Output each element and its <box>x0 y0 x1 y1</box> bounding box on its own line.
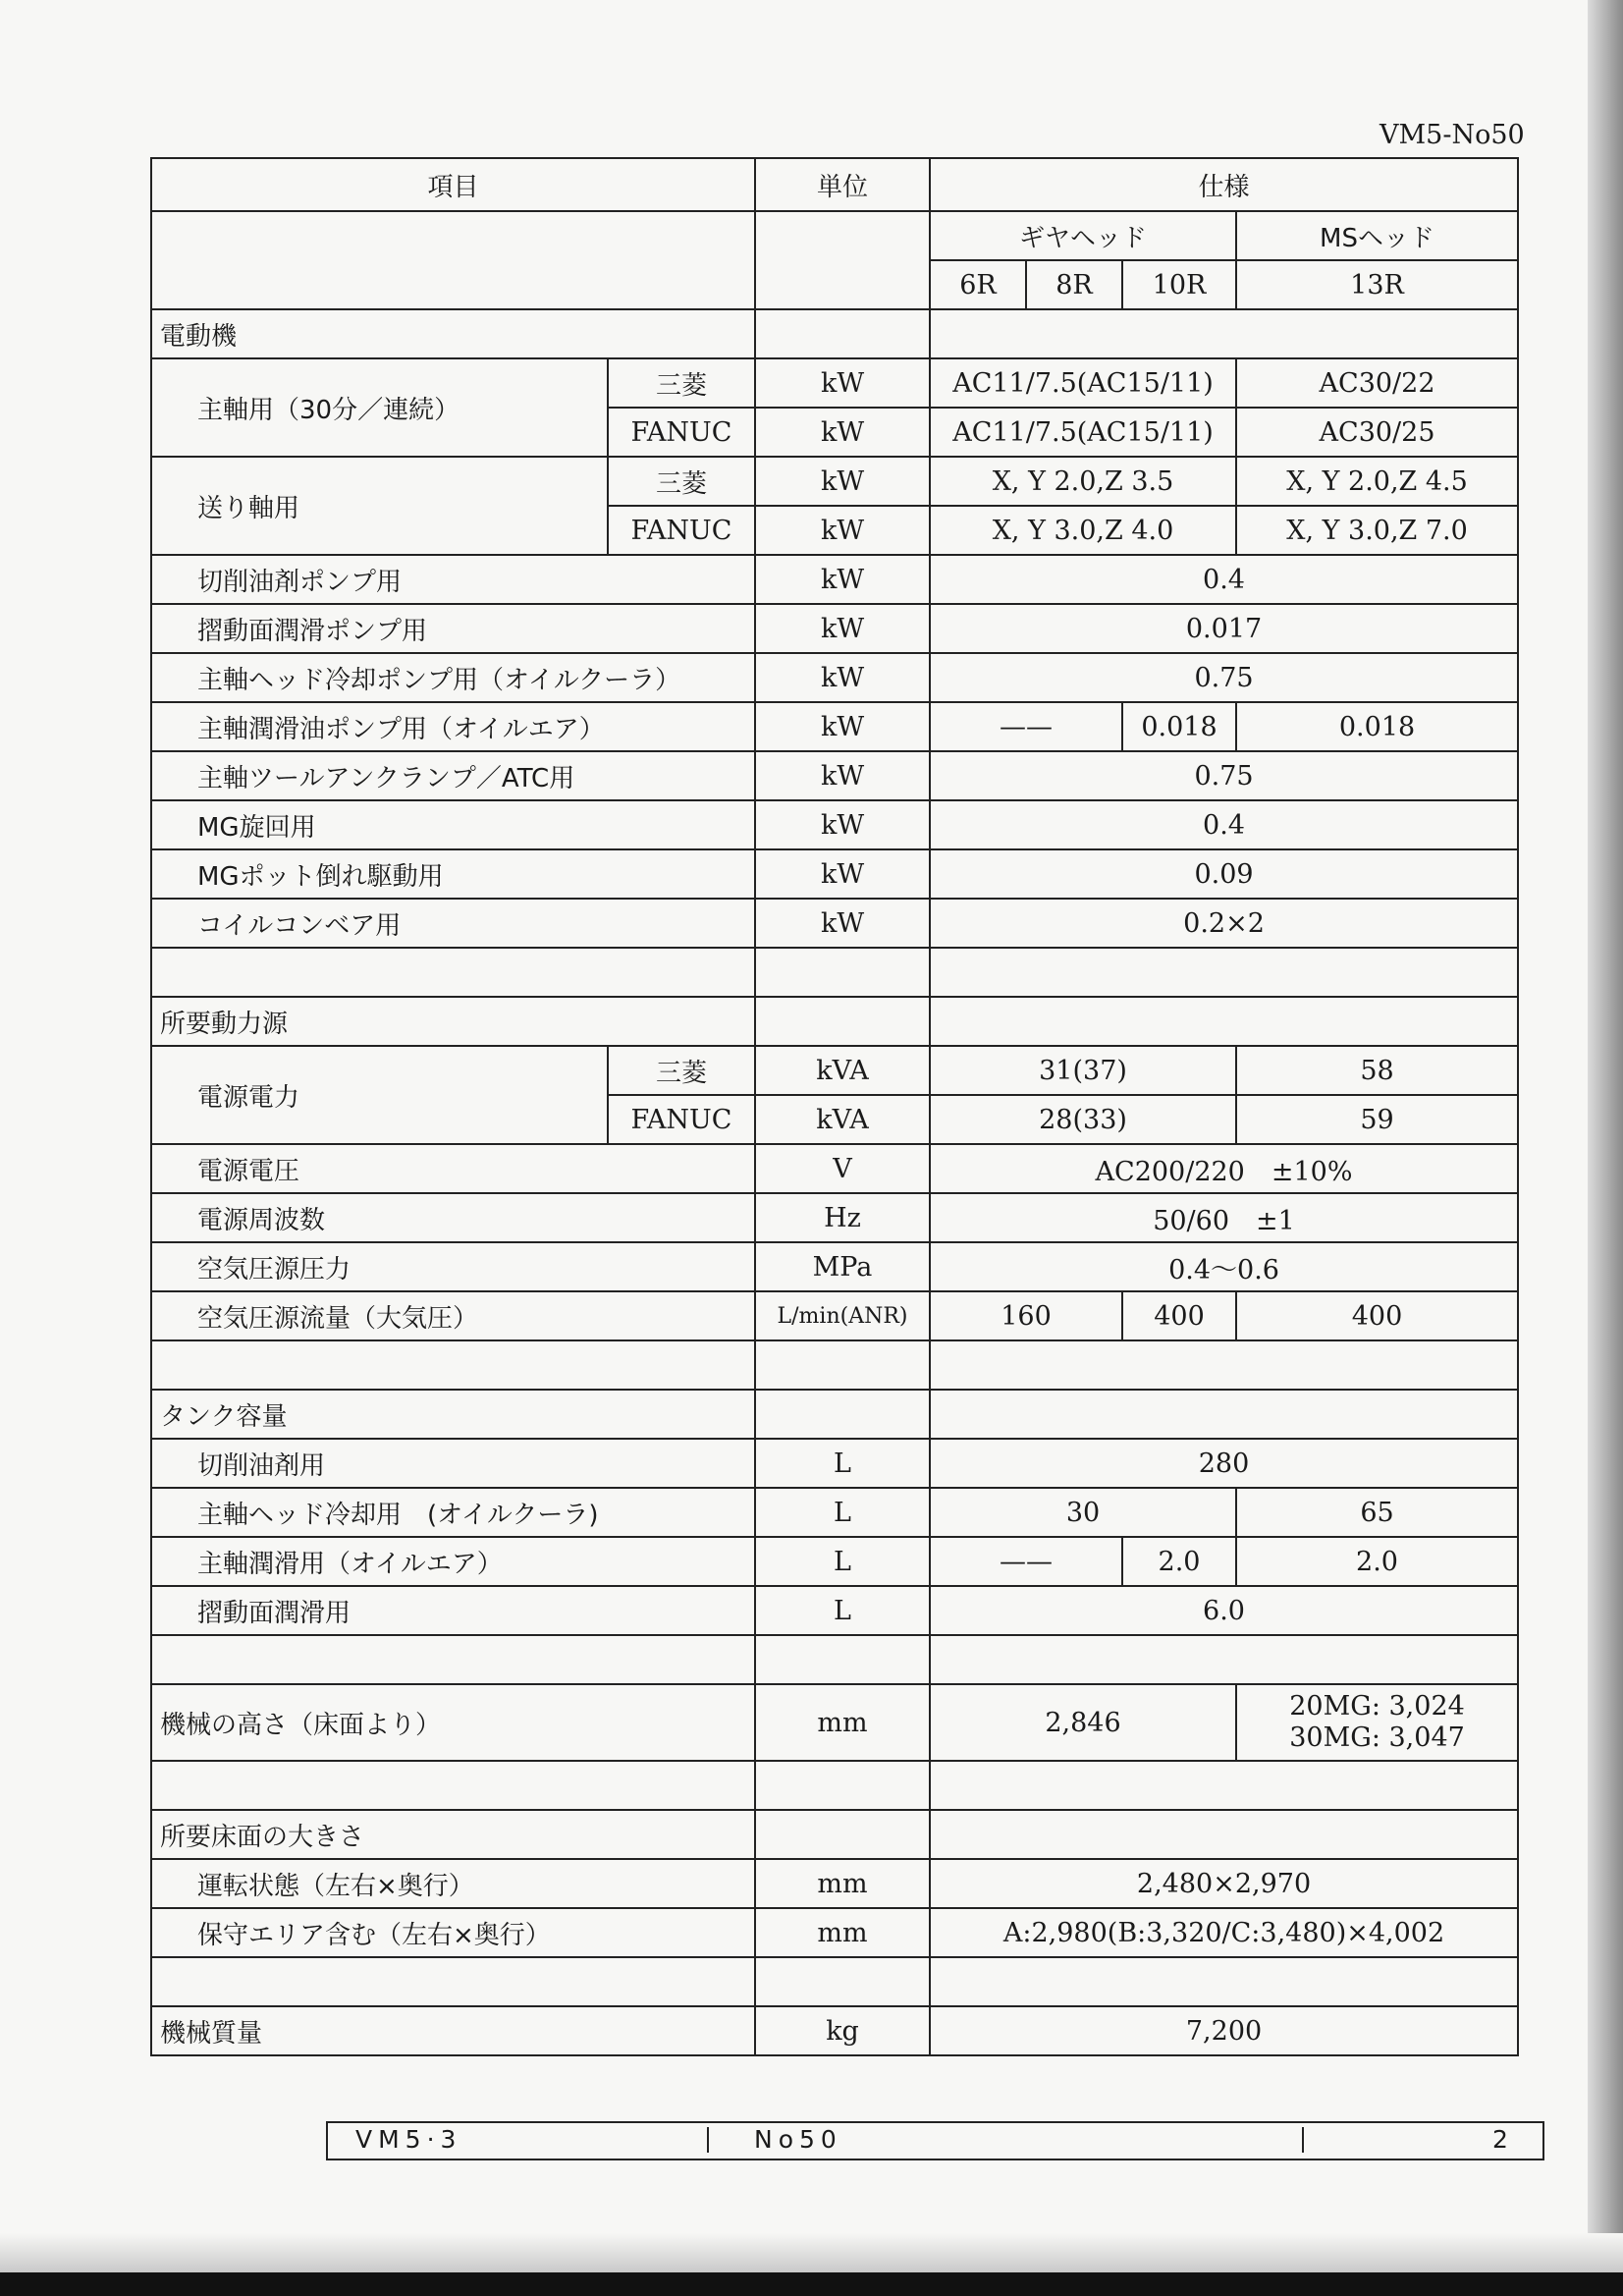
spacer-row <box>151 1635 1518 1684</box>
footer-doc: No50 <box>754 2125 842 2154</box>
value-cell: 50/60 ±1 <box>930 1193 1518 1242</box>
row-label: MGポット倒れ駆動用 <box>151 849 755 899</box>
unit-cell: V <box>755 1144 930 1193</box>
value-cell: 2.0 <box>1236 1537 1518 1586</box>
unit-cell: kW <box>755 899 930 948</box>
header-row <box>151 158 1518 211</box>
table-row <box>151 800 1518 849</box>
value-cell: X, Y 2.0,Z 4.5 <box>1236 457 1518 506</box>
row-label: 主軸潤滑油ポンプ用（オイルエア） <box>151 702 755 751</box>
table-row <box>151 457 1518 506</box>
header-ms-head: MSヘッド <box>1236 211 1518 260</box>
value-cell: 0.4〜0.6 <box>930 1242 1518 1291</box>
unit-cell: L <box>755 1586 930 1635</box>
unit-cell: kW <box>755 849 930 899</box>
value-cell: —— <box>930 1537 1122 1586</box>
value-cell: 6.0 <box>930 1586 1518 1635</box>
header-item: 項目 <box>151 158 755 211</box>
footer-model: VM5·3 <box>355 2125 462 2154</box>
unit-cell: kW <box>755 604 930 653</box>
spacer-row <box>151 1340 1518 1390</box>
value-cell: 0.4 <box>930 800 1518 849</box>
row-label: 摺動面潤滑用 <box>151 1586 755 1635</box>
value-cell: 2,846 <box>930 1684 1236 1761</box>
value-cell: 0.09 <box>930 849 1518 899</box>
table-row <box>151 1684 1518 1761</box>
value-cell: 2,480×2,970 <box>930 1859 1518 1908</box>
value-cell: 59 <box>1236 1095 1518 1144</box>
unit-cell: mm <box>755 1859 930 1908</box>
maker-cell: FANUC <box>608 1095 755 1144</box>
unit-cell: kVA <box>755 1095 930 1144</box>
header-spec: 仕様 <box>930 158 1518 211</box>
row-label: 主軸ツールアンクランプ／ATC用 <box>151 751 755 800</box>
unit-cell: kW <box>755 457 930 506</box>
table-row <box>151 358 1518 408</box>
unit-cell: L <box>755 1488 930 1537</box>
maker-cell: FANUC <box>608 506 755 555</box>
page-footer <box>326 2121 1544 2160</box>
spec-table <box>150 157 1519 2056</box>
section-title: タンク容量 <box>151 1390 755 1439</box>
value-cell: 7,200 <box>930 2006 1518 2055</box>
table-row <box>151 653 1518 702</box>
maker-cell: 三菱 <box>608 457 755 506</box>
height-30mg: 30MG: 3,047 <box>1289 1722 1465 1753</box>
unit-cell: kW <box>755 653 930 702</box>
value-cell: 400 <box>1236 1291 1518 1340</box>
value-cell: AC11/7.5(AC15/11) <box>930 408 1236 457</box>
table-row <box>151 1908 1518 1957</box>
height-20mg: 20MG: 3,024 <box>1289 1691 1465 1722</box>
maker-cell: 三菱 <box>608 358 755 408</box>
value-cell: AC200/220 ±10% <box>930 1144 1518 1193</box>
header-gear-head: ギヤヘッド <box>930 211 1236 260</box>
value-cell: AC30/22 <box>1236 358 1518 408</box>
value-cell: 280 <box>930 1439 1518 1488</box>
section-title: 所要動力源 <box>151 997 755 1046</box>
row-label: 摺動面潤滑ポンプ用 <box>151 604 755 653</box>
section-row <box>151 1810 1518 1859</box>
row-label: 保守エリア含む（左右×奥行） <box>151 1908 755 1957</box>
value-cell: X, Y 3.0,Z 4.0 <box>930 506 1236 555</box>
value-cell: AC30/25 <box>1236 408 1518 457</box>
scan-edge-right <box>1588 0 1623 2296</box>
table-row <box>151 2006 1518 2055</box>
unit-cell: kW <box>755 358 930 408</box>
value-cell: 31(37) <box>930 1046 1236 1095</box>
unit-cell: Hz <box>755 1193 930 1242</box>
table-row <box>151 1291 1518 1340</box>
unit-cell: kW <box>755 702 930 751</box>
header-unit: 単位 <box>755 158 930 211</box>
row-label: 切削油剤ポンプ用 <box>151 555 755 604</box>
scan-shadow-bottom <box>0 2233 1623 2272</box>
row-label: 空気圧源流量（大気圧） <box>151 1291 755 1340</box>
footer-divider <box>1302 2127 1304 2153</box>
value-cell: 30 <box>930 1488 1236 1537</box>
table-row <box>151 751 1518 800</box>
table-row <box>151 1537 1518 1586</box>
value-cell: 65 <box>1236 1488 1518 1537</box>
value-cell: A:2,980(B:3,320/C:3,480)×4,002 <box>930 1908 1518 1957</box>
unit-cell: kW <box>755 408 930 457</box>
value-cell: 58 <box>1236 1046 1518 1095</box>
scan-edge-bottom <box>0 2272 1623 2296</box>
row-label: 機械質量 <box>151 2006 755 2055</box>
footer-page-number: 2 <box>1492 2125 1514 2154</box>
table-row <box>151 1859 1518 1908</box>
row-label: 切削油剤用 <box>151 1439 755 1488</box>
value-cell: 160 <box>930 1291 1122 1340</box>
section-title: 所要床面の大きさ <box>151 1810 755 1859</box>
table-row <box>151 555 1518 604</box>
section-row <box>151 1390 1518 1439</box>
value-cell: 0.75 <box>930 653 1518 702</box>
value-cell: 400 <box>1122 1291 1236 1340</box>
table-row <box>151 1242 1518 1291</box>
unit-cell: L <box>755 1439 930 1488</box>
unit-cell: mm <box>755 1908 930 1957</box>
header-blank <box>151 211 755 309</box>
value-cell: 0.4 <box>930 555 1518 604</box>
header-8r: 8R <box>1026 260 1122 309</box>
table-row <box>151 1586 1518 1635</box>
document-id: VM5-No50 <box>1380 120 1525 150</box>
table-row <box>151 1488 1518 1537</box>
footer-divider <box>707 2127 709 2153</box>
maker-cell: FANUC <box>608 408 755 457</box>
row-label: 主軸ヘッド冷却用 (オイルクーラ) <box>151 1488 755 1537</box>
row-label: コイルコンベア用 <box>151 899 755 948</box>
spacer-row <box>151 1957 1518 2006</box>
header-blank-unit <box>755 211 930 309</box>
header-10r: 10R <box>1122 260 1236 309</box>
header-6r: 6R <box>930 260 1026 309</box>
table-row <box>151 604 1518 653</box>
value-cell: 0.2×2 <box>930 899 1518 948</box>
value-cell: AC11/7.5(AC15/11) <box>930 358 1236 408</box>
value-cell: 0.018 <box>1122 702 1236 751</box>
row-label: 電源電圧 <box>151 1144 755 1193</box>
table-row <box>151 1144 1518 1193</box>
table-row <box>151 1046 1518 1095</box>
table-row <box>151 702 1518 751</box>
table-row <box>151 849 1518 899</box>
row-label: 主軸用（30分／連続） <box>151 358 608 457</box>
row-label: 空気圧源圧力 <box>151 1242 755 1291</box>
row-label: 運転状態（左右×奥行） <box>151 1859 755 1908</box>
row-label: 主軸潤滑用（オイルエア） <box>151 1537 755 1586</box>
header-head-row <box>151 211 1518 260</box>
row-label: 機械の高さ（床面より） <box>151 1684 755 1761</box>
value-cell: 0.75 <box>930 751 1518 800</box>
value-cell: 2.0 <box>1122 1537 1236 1586</box>
table-row <box>151 1439 1518 1488</box>
maker-cell: 三菱 <box>608 1046 755 1095</box>
value-cell: —— <box>930 702 1122 751</box>
value-cell <box>1236 1684 1518 1761</box>
section-title: 電動機 <box>151 309 755 358</box>
table-row <box>151 1193 1518 1242</box>
spacer-row <box>151 948 1518 997</box>
row-label: 電源電力 <box>151 1046 608 1144</box>
value-cell: 0.017 <box>930 604 1518 653</box>
value-cell: 28(33) <box>930 1095 1236 1144</box>
unit-cell: kW <box>755 751 930 800</box>
unit-cell: L <box>755 1537 930 1586</box>
section-row <box>151 997 1518 1046</box>
value-cell: 0.018 <box>1236 702 1518 751</box>
unit-cell: L/min(ANR) <box>755 1291 930 1340</box>
section-row <box>151 309 1518 358</box>
unit-cell: kW <box>755 555 930 604</box>
row-label: 電源周波数 <box>151 1193 755 1242</box>
row-label: MG旋回用 <box>151 800 755 849</box>
row-label: 送り軸用 <box>151 457 608 555</box>
unit-cell: kW <box>755 506 930 555</box>
header-13r: 13R <box>1236 260 1518 309</box>
value-cell: X, Y 2.0,Z 3.5 <box>930 457 1236 506</box>
row-label: 主軸ヘッド冷却ポンプ用（オイルクーラ） <box>151 653 755 702</box>
unit-cell: mm <box>755 1684 930 1761</box>
unit-cell: kW <box>755 800 930 849</box>
unit-cell: MPa <box>755 1242 930 1291</box>
value-cell: X, Y 3.0,Z 7.0 <box>1236 506 1518 555</box>
spacer-row <box>151 1761 1518 1810</box>
unit-cell: kVA <box>755 1046 930 1095</box>
table-row <box>151 899 1518 948</box>
unit-cell: kg <box>755 2006 930 2055</box>
